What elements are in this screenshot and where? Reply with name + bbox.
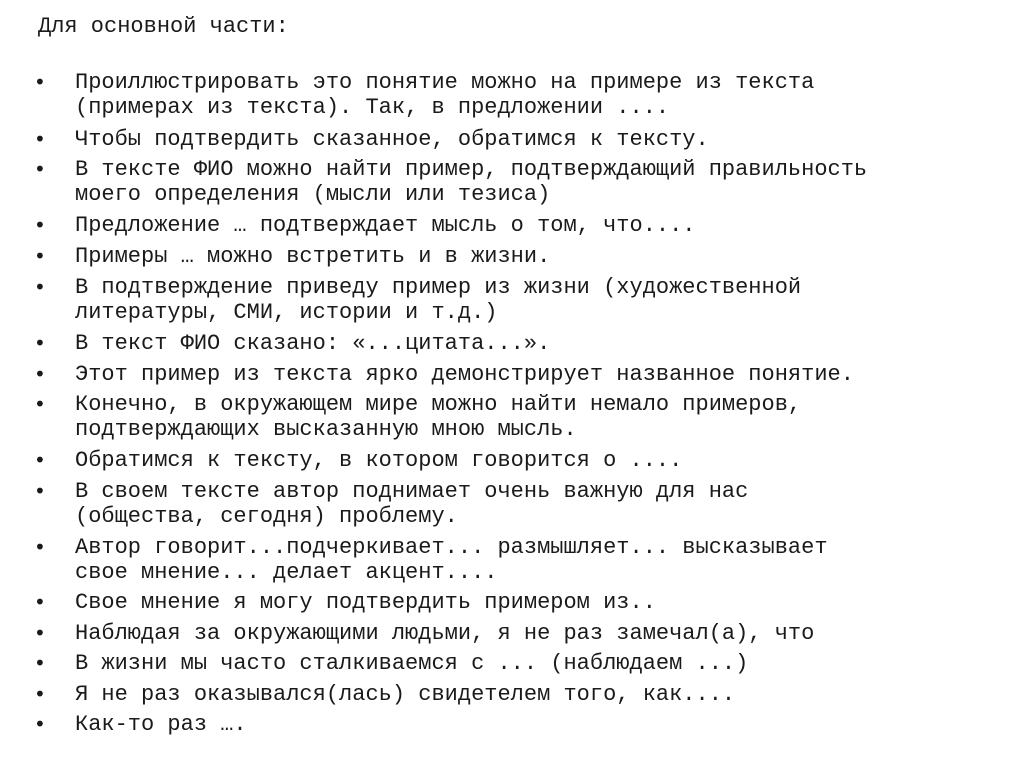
section-heading: Для основной части: <box>38 14 289 39</box>
list-item-text: Я не раз оказывался(лась) свидетелем того, как.... <box>75 682 736 707</box>
bullet-icon: • <box>34 157 46 181</box>
list-item-text: Этот пример из текста ярко демонстрирует названное понятие. <box>75 362 854 387</box>
list-item-text: Наблюдая за окружающими людьми, я не раз замечал(а), что <box>75 621 815 646</box>
list-item-text: Проиллюстрировать это понятие можно на примере из текста (примерах из текста). Так, в предложении .... <box>75 70 815 120</box>
list-item-text: Как-то раз …. <box>75 712 247 737</box>
bullet-icon: • <box>34 651 46 675</box>
list-item-text: В своем тексте автор поднимает очень важную для нас (общества, сегодня) проблему. <box>75 479 749 529</box>
list-item-text: В подтверждение приведу пример из жизни (художественной литературы, СМИ, истории и т.д.) <box>75 275 802 325</box>
list-item-text: В тексте ФИО можно найти пример, подтверждающий правильность моего определения (мысли или тезиса) <box>75 157 868 207</box>
bullet-icon: • <box>34 682 46 706</box>
bullet-icon: • <box>34 275 46 299</box>
bullet-icon: • <box>34 535 46 559</box>
list-item-text: В текст ФИО сказано: «...цитата...». <box>75 331 551 356</box>
list-item-text: Предложение … подтверждает мысль о том, что.... <box>75 213 696 238</box>
bullet-icon: • <box>34 244 46 268</box>
list-item-text: Автор говорит...подчеркивает... размышляет... высказывает свое мнение... делает акцент.... <box>75 535 828 585</box>
list-item-text: Свое мнение я могу подтвердить примером из.. <box>75 590 656 615</box>
list-item-text: Конечно, в окружающем мире можно найти немало примеров, подтверждающих высказанную мною мысль. <box>75 392 802 442</box>
bullet-icon: • <box>34 213 46 237</box>
bullet-icon: • <box>34 590 46 614</box>
bullet-icon: • <box>34 621 46 645</box>
bullet-icon: • <box>34 712 46 736</box>
list-item-text: Обратимся к тексту, в котором говорится о .... <box>75 448 683 473</box>
bullet-icon: • <box>34 362 46 386</box>
list-item-text: В жизни мы часто сталкиваемся с ... (наблюдаем ...) <box>75 651 749 676</box>
bullet-icon: • <box>34 70 46 94</box>
bullet-icon: • <box>34 392 46 416</box>
list-item-text: Примеры … можно встретить и в жизни. <box>75 244 551 269</box>
bullet-icon: • <box>34 127 46 151</box>
list-item-text: Чтобы подтвердить сказанное, обратимся к тексту. <box>75 127 709 152</box>
bullet-icon: • <box>34 331 46 355</box>
bullet-icon: • <box>34 479 46 503</box>
bullet-icon: • <box>34 448 46 472</box>
